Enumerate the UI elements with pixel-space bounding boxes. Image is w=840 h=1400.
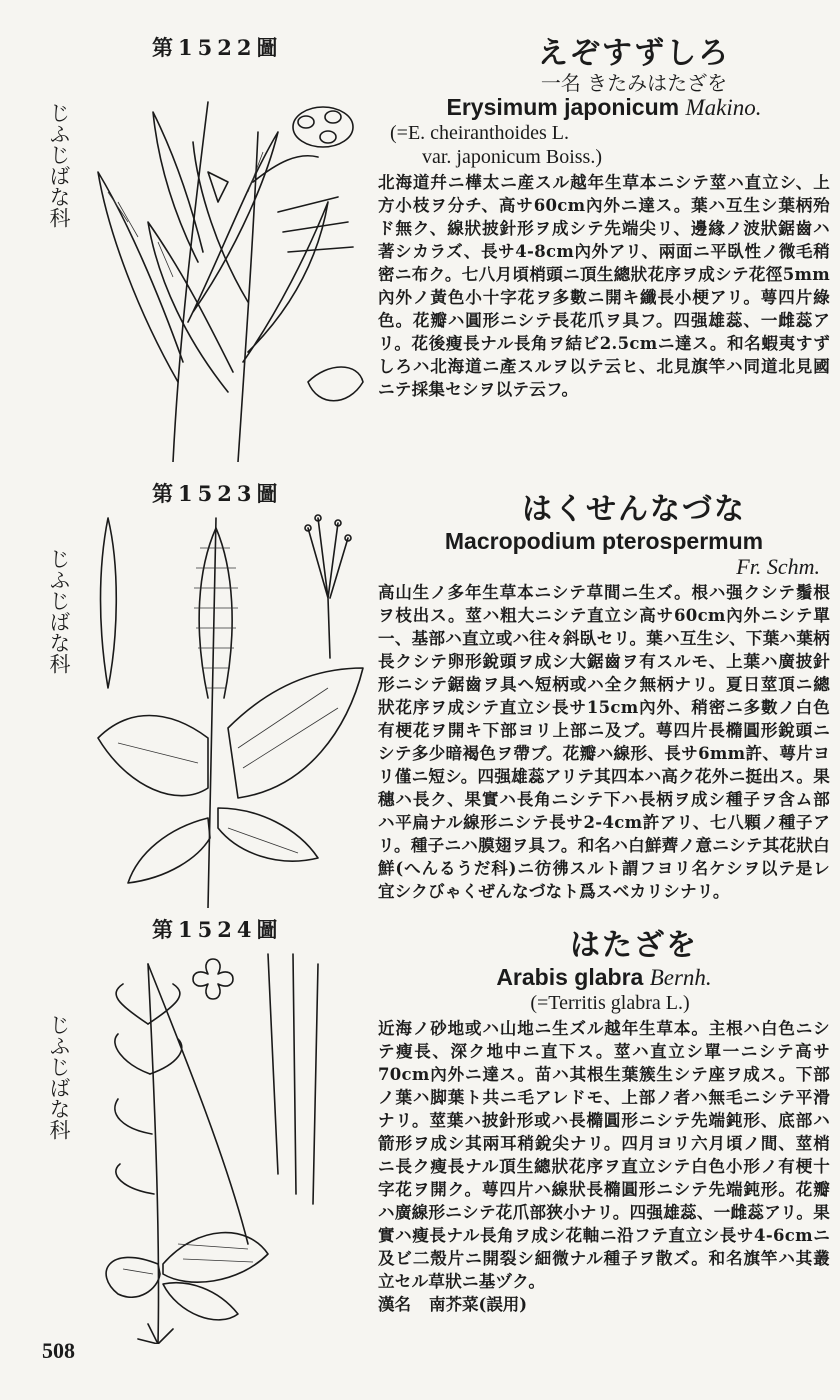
author: Fr. Schm. [736, 554, 820, 579]
family-label: じふじばな科 [47, 548, 71, 674]
entry-text [378, 492, 830, 903]
description: 近海ノ砂地或ハ山地ニ生ズル越年生草本。主根ハ白色ニシテ瘦長、深ク地中ニ直下ス。莖ハ直立シ單一ニシテ高サ70cm內外ニ達ス。苗ハ其根生葉簇生シテ座ヲ成ス。下部ノ葉ハ脚葉ト共ニ毛アレドモ、上部ノ者ハ無毛ニシテ平滑ナリ。莖葉ハ披針形或ハ長橢圓形ニシテ先端鈍形、底部ハ箭形ヲ成シ其兩耳稍銳尖ナリ。四月ヨリ六月頃ノ間、莖梢ニ長ク瘦長ナル頂生總狀花序ヲ直立シテ白色小形ノ有梗十字花ヲ開ク。萼四片ハ線狀長橢圓形ニシテ先端鈍形。花瓣ハ廣線形ニシテ花爪部狹小ナリ。四强雄蕊、一雌蕊アリ。果實ハ瘦長ナル長角ヲ成シ花軸ニ沿フテ直立シ長サ4-6cmニ及ビ二殼片ニ開裂シ細微ナル種子ヲ散ズ。和名旗竿ハ其叢立セル草狀ニ基ヅク。 [378, 1019, 830, 1291]
japanese-name: はくせんなづな [522, 492, 746, 527]
synonym: (=E. cheiranthoides L. [390, 122, 569, 144]
author: Makino. [685, 95, 762, 120]
illustration-erysimum [78, 62, 368, 462]
description: 高山生ノ多年生草本ニシテ草間ニ生ズ。根ハ强クシテ鬚根ヲ枝出ス。莖ハ粗大ニシテ直立シ高サ60cm內外ニシテ單一、基部ハ直立或ハ往々斜臥セリ。葉ハ互生シ、下葉ハ葉柄長クシテ卵形銳頭ヲ成シ大鋸齒ヲ有スルモ、上葉ハ廣披針形ニシテ鋸齒ヲ具ヘ短柄或ハ全ク無柄ナリ。夏日莖頂ニ總狀花序ヲ成シテ直立シ長サ15cm內外、稍密ニ多數ノ白色有梗花ヲ開キ下部ヨリ上部ニ及ブ。萼四片長橢圓形銳頭ニシテ多少暗褐色ヲ帶ブ。花瓣ハ線形、長サ6mm許、萼片ヨリ僅ニ短シ。四强雄蕊アリテ其四本ハ高ク花外ニ挺出ス。果穗ハ長ク、果實ハ長角ニシテ下ハ長柄ヲ成シ種子ヲ含ム部ハ平扁ナル線形ニシテ長サ2-4cm許アリ、七八顆ノ種子アリ。種子ニハ膜翅ヲ具フ。和名ハ白鮮薺ノ意ニシテ其花狀白鮮(へんるうだ科)ニ彷彿スルト謂フヨリ名ケシヲ以テ是レ宜シクびゃくぜんなづなト爲スベカリシナリ。 [378, 583, 830, 901]
entry-text [378, 36, 830, 401]
entry-text [378, 928, 830, 1316]
family-label: じふじばな科 [47, 102, 71, 228]
synonym: (=Territis glabra L.) [530, 992, 690, 1014]
scientific-name-line [378, 94, 830, 121]
japanese-name: はたざを [570, 928, 698, 963]
scientific-name-line [378, 964, 830, 991]
author: Bernh. [649, 965, 712, 990]
chinese-name-label: 漢名 [378, 1295, 411, 1314]
illustration-macropodium [78, 508, 368, 908]
scientific-name: Macropodium pterospermum [444, 528, 764, 554]
figure-label: 第1522圖 [152, 35, 283, 60]
figure-label: 第1523圖 [152, 481, 283, 506]
illustration-arabis [78, 944, 368, 1344]
description: 北海道幷ニ樺太ニ産スル越年生草本ニシテ莖ハ直立シ、上方小枝ヲ分チ、高サ60cm內外ニ達ス。葉ハ互生シ葉柄殆ド無ク、線狀披針形ヲ成シテ先端尖リ、邊緣ノ波狀鋸齒ハ著シカラズ、長サ4-8cm內外アリ、兩面ニ平臥性ノ微毛稍密ニ布ク。七八月頃梢頭ニ頂生總狀花序ヲ成シテ花徑5mm內外ノ黃色小十字花ヲ多數ニ開キ纖長小梗アリ。萼四片綠色。花瓣ハ圓形ニシテ長花爪ヲ具フ。四强雄蕊、一雌蕊アリ。花後瘦長ナル長角ヲ結ビ2.5cmニ達ス。和名蝦夷すずしろハ北海道ニ產スルヲ以テ云ヒ、北見旗竿ハ同道北見國ニテ採集セシヲ以テ云フ。 [378, 173, 830, 399]
family-label: じふじばな科 [47, 1014, 71, 1140]
alternate-name: 一名 きたみはたざを [540, 71, 728, 95]
scientific-name: Erysimum japonicum [446, 94, 680, 120]
entry-1523 [0, 478, 840, 916]
figure-label: 第1524圖 [152, 917, 283, 942]
chinese-name-value: 南芥菜(誤用) [429, 1295, 528, 1314]
entry-1522 [0, 22, 840, 472]
synonym-variety: var. japonicum Boiss.) [422, 146, 602, 168]
scientific-name: Arabis glabra [496, 964, 644, 990]
japanese-name: えぞすずしろ [537, 36, 731, 71]
entry-1524 [0, 914, 840, 1344]
page-number: 508 [42, 1338, 75, 1363]
chinese-name-line [378, 1293, 830, 1316]
